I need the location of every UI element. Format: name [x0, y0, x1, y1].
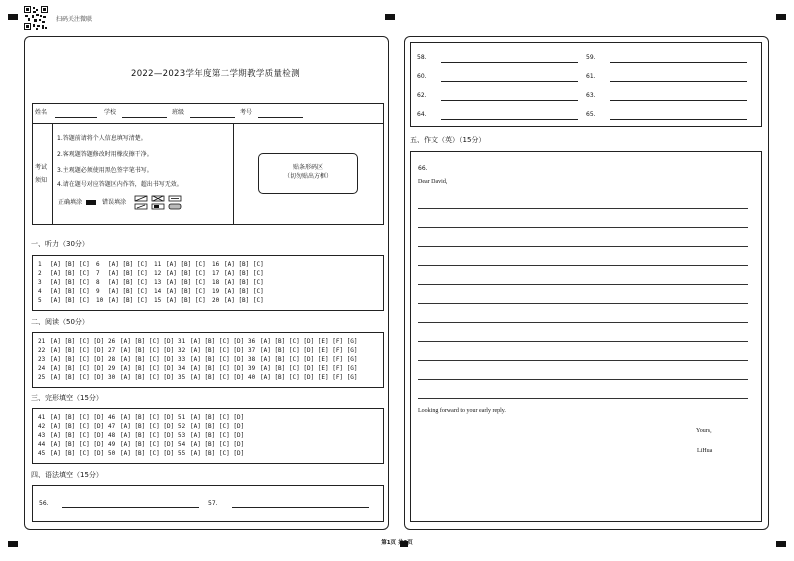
question-number: 24 — [38, 365, 46, 372]
blank-number-56: 56. — [39, 500, 49, 507]
notice-label-b: 须知 — [35, 177, 48, 184]
question-number: 50 — [108, 450, 116, 457]
answer-choices[interactable]: [A] [B] [C] [D] — [50, 347, 105, 354]
essay-signature-name: LiHua — [697, 448, 713, 454]
section-reading-title: 二、阅读（50分） — [31, 318, 89, 326]
question-34[interactable] — [178, 365, 244, 372]
barcode-divider — [233, 123, 234, 225]
question-number: 4 — [38, 288, 42, 295]
question-number: 6 — [96, 261, 100, 268]
question-number: 19 — [212, 288, 220, 295]
question-40[interactable] — [248, 374, 358, 381]
answer-choices[interactable]: [A] [B] [C] — [50, 288, 90, 295]
section-listening-title: 一、听力（30分） — [31, 240, 89, 248]
question-number: 1 — [38, 261, 42, 268]
question-48[interactable] — [108, 432, 174, 439]
question-number: 14 — [154, 288, 162, 295]
question-32[interactable] — [178, 347, 244, 354]
section-grammar-title: 四、语法填空（15分） — [31, 471, 103, 479]
answer-choices[interactable]: [A] [B] [C] [D] — [50, 374, 105, 381]
blank-number: 60. — [417, 73, 427, 80]
question-33[interactable] — [178, 356, 244, 363]
question-number: 28 — [108, 356, 116, 363]
question-number: 30 — [108, 374, 116, 381]
question-number: 13 — [154, 279, 162, 286]
answer-choices[interactable]: [A] [B] [C] — [50, 270, 90, 277]
question-10[interactable] — [96, 297, 148, 304]
question-41[interactable] — [38, 414, 104, 421]
question-37[interactable] — [248, 347, 358, 354]
notice-item-4: 4.请在题号对应答题区内作答，超出书写无效。 — [57, 181, 183, 188]
question-20[interactable] — [212, 297, 264, 304]
question-2[interactable] — [38, 270, 90, 277]
class-label: 班级 — [172, 109, 185, 116]
answer-choices[interactable]: [A] [B] [C] [D] — [50, 338, 105, 345]
answer-choices[interactable]: [A] [B] [C] — [224, 297, 264, 304]
essay-signoff: Yours, — [696, 428, 712, 434]
section-cloze-title: 三、完形填空（15分） — [31, 394, 103, 402]
answer-choices[interactable]: [A] [B] [C] — [166, 288, 206, 295]
blank-number: 59. — [586, 54, 596, 61]
answer-choices[interactable]: [A] [B] [C] [D] [E] [F] [G] — [260, 338, 358, 345]
question-12[interactable] — [154, 270, 206, 277]
question-50[interactable] — [108, 450, 174, 457]
answer-choices[interactable]: [A] [B] [C] [D] — [190, 356, 245, 363]
question-38[interactable] — [248, 356, 358, 363]
question-number: 3 — [38, 279, 42, 286]
question-18[interactable] — [212, 279, 264, 286]
question-number: 21 — [38, 338, 46, 345]
essay-greeting: Dear David, — [418, 179, 448, 185]
question-51[interactable] — [178, 414, 244, 421]
question-number: 15 — [154, 297, 162, 304]
essay-line[interactable] — [418, 246, 748, 247]
essay-line[interactable] — [418, 341, 748, 342]
question-24[interactable] — [38, 365, 104, 372]
question-54[interactable] — [178, 441, 244, 448]
answer-choices[interactable]: [A] [B] [C] [D] — [190, 450, 245, 457]
question-1[interactable] — [38, 261, 90, 268]
answer-choices[interactable]: [A] [B] [C] [D] — [190, 441, 245, 448]
question-42[interactable] — [38, 423, 104, 430]
question-number: 2 — [38, 270, 42, 277]
question-number: 47 — [108, 423, 116, 430]
answer-choices[interactable]: [A] [B] [C] [D] — [50, 432, 105, 439]
answer-choices[interactable]: [A] [B] [C] [D] — [50, 414, 105, 421]
question-number: 45 — [38, 450, 46, 457]
answer-choices[interactable]: [A] [B] [C] [D] — [50, 365, 105, 372]
question-44[interactable] — [38, 441, 104, 448]
question-21[interactable] — [38, 338, 104, 345]
answer-choices[interactable]: [A] [B] [C] [D] — [50, 423, 105, 430]
question-number: 52 — [178, 423, 186, 430]
correct-fill-label: 正确填涂 — [58, 199, 83, 206]
answer-choices[interactable]: [A] [B] [C] — [108, 297, 148, 304]
answer-choices[interactable]: [A] [B] [C] [D] — [190, 365, 245, 372]
blank-line[interactable] — [441, 119, 578, 120]
question-23[interactable] — [38, 356, 104, 363]
question-49[interactable] — [108, 441, 174, 448]
question-35[interactable] — [178, 374, 244, 381]
question-47[interactable] — [108, 423, 174, 430]
answer-choices[interactable]: [A] [B] [C] [D] — [120, 374, 175, 381]
question-5[interactable] — [38, 297, 90, 304]
exam-no-field[interactable] — [258, 117, 303, 118]
answer-choices[interactable]: [A] [B] [C] — [224, 261, 264, 268]
blank-number: 61. — [586, 73, 596, 80]
question-9[interactable] — [96, 288, 148, 295]
question-number: 32 — [178, 347, 186, 354]
question-14[interactable] — [154, 288, 206, 295]
question-53[interactable] — [178, 432, 244, 439]
info-divider — [32, 123, 384, 124]
answer-choices[interactable]: [A] [B] [C] — [50, 261, 90, 268]
barcode-hint: （切勿贴出方框） — [283, 173, 332, 180]
question-number: 36 — [248, 338, 256, 345]
answer-choices[interactable]: [A] [B] [C] — [166, 297, 206, 304]
question-number: 51 — [178, 414, 186, 421]
answer-choices[interactable]: [A] [B] [C] — [50, 279, 90, 286]
question-52[interactable] — [178, 423, 244, 430]
question-number: 16 — [212, 261, 220, 268]
essay-line[interactable] — [418, 284, 748, 285]
answer-choices[interactable]: [A] [B] [C] [D] [E] [F] [G] — [260, 365, 358, 372]
question-number: 27 — [108, 347, 116, 354]
question-27[interactable] — [108, 347, 174, 354]
wrong-fill-samples — [134, 195, 184, 211]
blank-number: 63. — [586, 92, 596, 99]
essay-line[interactable] — [418, 379, 748, 380]
answer-choices[interactable]: [A] [B] [C] [D] [E] [F] [G] — [260, 374, 358, 381]
answer-choices[interactable]: [A] [B] [C] [D] — [190, 338, 245, 345]
essay-writing-lines[interactable] — [418, 200, 748, 410]
notice-label-divider — [52, 123, 53, 225]
question-number: 29 — [108, 365, 116, 372]
name-field[interactable] — [55, 117, 97, 118]
question-number: 7 — [96, 270, 100, 277]
answer-choices[interactable]: [A] [B] [C] [D] — [120, 432, 175, 439]
answer-choices[interactable]: [A] [B] [C] [D] — [190, 414, 245, 421]
question-39[interactable] — [248, 365, 358, 372]
question-28[interactable] — [108, 356, 174, 363]
essay-line[interactable] — [418, 227, 748, 228]
notice-item-1: 1.答题前请将个人信息填写清楚。 — [57, 135, 147, 142]
exam-no-label: 考号 — [240, 109, 253, 116]
answer-choices[interactable]: [A] [B] [C] [D] — [50, 441, 105, 448]
question-3[interactable] — [38, 279, 90, 286]
answer-choices[interactable]: [A] [B] [C] [D] [E] [F] [G] — [260, 347, 358, 354]
question-number: 44 — [38, 441, 46, 448]
question-number: 33 — [178, 356, 186, 363]
answer-choices[interactable]: [A] [B] [C] [D] — [120, 423, 175, 430]
question-17[interactable] — [212, 270, 264, 277]
question-11[interactable] — [154, 261, 206, 268]
question-number: 54 — [178, 441, 186, 448]
answer-choices[interactable]: [A] [B] [C] — [50, 297, 90, 304]
answer-choices[interactable]: [A] [B] [C] — [108, 279, 148, 286]
answer-choices[interactable]: [A] [B] [C] [D] — [120, 414, 175, 421]
question-number: 5 — [38, 297, 42, 304]
sheet-title: 2022—2023学年度第二学期教学质量检测 — [131, 69, 300, 79]
question-36[interactable] — [248, 338, 358, 345]
answer-choices[interactable]: [A] [B] [C] — [108, 270, 148, 277]
question-number: 43 — [38, 432, 46, 439]
question-number: 42 — [38, 423, 46, 430]
answer-choices[interactable]: [A] [B] [C] [D] — [190, 423, 245, 430]
question-7[interactable] — [96, 270, 148, 277]
question-45[interactable] — [38, 450, 104, 457]
question-number: 31 — [178, 338, 186, 345]
answer-choices[interactable]: [A] [B] [C] [D] — [190, 347, 245, 354]
registration-mark-top-right — [776, 14, 786, 20]
barcode-label: 贴条形码区 — [292, 164, 323, 171]
question-number: 48 — [108, 432, 116, 439]
blank-line[interactable] — [610, 62, 747, 63]
registration-mark-mid-top — [385, 14, 395, 20]
question-31[interactable] — [178, 338, 244, 345]
question-number: 20 — [212, 297, 220, 304]
blank-56-line[interactable] — [62, 507, 199, 508]
question-number: 10 — [96, 297, 104, 304]
section-writing-title: 五、作文（英）（15分） — [410, 136, 486, 144]
question-number: 37 — [248, 347, 256, 354]
answer-choices[interactable]: [A] [B] [C] [D] [E] [F] [G] — [260, 356, 358, 363]
blank-number: 58. — [417, 54, 427, 61]
qr-caption: 扫码关注微联 — [56, 16, 93, 23]
blank-number: 65. — [586, 111, 596, 118]
correct-fill-sample — [86, 200, 96, 205]
essay-line[interactable] — [418, 303, 748, 304]
notice-item-3: 3.主观题必须使用黑色签字笔书写。 — [57, 167, 153, 174]
question-number: 55 — [178, 450, 186, 457]
answer-choices[interactable]: [A] [B] [C] [D] — [120, 365, 175, 372]
answer-choices[interactable]: [A] [B] [C] — [166, 270, 206, 277]
answer-choices[interactable]: [A] [B] [C] — [108, 288, 148, 295]
question-46[interactable] — [108, 414, 174, 421]
question-22[interactable] — [38, 347, 104, 354]
answer-choices[interactable]: [A] [B] [C] [D] — [120, 338, 175, 345]
question-6[interactable] — [96, 261, 148, 268]
question-number: 46 — [108, 414, 116, 421]
answer-choices[interactable]: [A] [B] [C] [D] — [120, 450, 175, 457]
registration-mark-top-left — [8, 14, 18, 20]
page-indicator: 第1页 共2页 — [381, 540, 413, 546]
question-number: 11 — [154, 261, 162, 268]
answer-choices[interactable]: [A] [B] [C] [D] — [120, 356, 175, 363]
blank-line[interactable] — [441, 81, 578, 82]
blank-line[interactable] — [441, 100, 578, 101]
blank-number: 64. — [417, 111, 427, 118]
answer-choices[interactable]: [A] [B] [C] — [108, 261, 148, 268]
name-label: 姓名 — [35, 109, 48, 116]
question-number: 35 — [178, 374, 186, 381]
answer-choices[interactable]: [A] [B] [C] [D] — [120, 347, 175, 354]
question-number: 26 — [108, 338, 116, 345]
question-29[interactable] — [108, 365, 174, 372]
question-15[interactable] — [154, 297, 206, 304]
blank-number: 62. — [417, 92, 427, 99]
answer-choices[interactable]: [A] [B] [C] [D] — [50, 450, 105, 457]
question-number: 49 — [108, 441, 116, 448]
essay-line[interactable] — [418, 208, 748, 209]
question-16[interactable] — [212, 261, 264, 268]
answer-choices[interactable]: [A] [B] [C] — [224, 270, 264, 277]
question-number: 41 — [38, 414, 46, 421]
essay-question-number: 66. — [418, 165, 428, 172]
question-26[interactable] — [108, 338, 174, 345]
blank-number-57: 57. — [208, 500, 218, 507]
question-55[interactable] — [178, 450, 244, 457]
question-25[interactable] — [38, 374, 104, 381]
answer-choices[interactable]: [A] [B] [C] — [166, 261, 206, 268]
answer-choices[interactable]: [A] [B] [C] [D] — [120, 441, 175, 448]
essay-line[interactable] — [418, 398, 748, 399]
question-number: 12 — [154, 270, 162, 277]
essay-line[interactable] — [418, 360, 748, 361]
essay-closing: Looking forward to your early reply. — [418, 408, 506, 414]
blank-line[interactable] — [610, 81, 747, 82]
grammar-continued-blanks — [410, 42, 762, 127]
question-8[interactable] — [96, 279, 148, 286]
qr-code-image — [24, 6, 48, 30]
question-13[interactable] — [154, 279, 206, 286]
question-number: 9 — [96, 288, 100, 295]
question-number: 25 — [38, 374, 46, 381]
question-number: 34 — [178, 365, 186, 372]
registration-mark-bottom-right — [776, 541, 786, 547]
blank-57-line[interactable] — [232, 507, 369, 508]
blank-line[interactable] — [441, 62, 578, 63]
essay-line[interactable] — [418, 322, 748, 323]
school-field[interactable] — [122, 117, 167, 118]
question-30[interactable] — [108, 374, 174, 381]
school-label: 学校 — [104, 109, 117, 116]
question-4[interactable] — [38, 288, 90, 295]
wrong-fill-label: 错误填涂 — [102, 199, 127, 206]
question-number: 53 — [178, 432, 186, 439]
question-43[interactable] — [38, 432, 104, 439]
question-number: 17 — [212, 270, 220, 277]
class-field[interactable] — [190, 117, 235, 118]
question-number: 18 — [212, 279, 220, 286]
blank-line[interactable] — [610, 119, 747, 120]
answer-choices[interactable]: [A] [B] [C] [D] — [50, 356, 105, 363]
answer-choices[interactable]: [A] [B] [C] [D] — [190, 374, 245, 381]
blank-line[interactable] — [610, 100, 747, 101]
notice-item-2: 2.客观题答题修改时用橡皮擦干净。 — [57, 151, 153, 158]
notice-label-a: 考试 — [35, 164, 48, 171]
question-number: 38 — [248, 356, 256, 363]
question-number: 23 — [38, 356, 46, 363]
answer-choices[interactable]: [A] [B] [C] — [224, 288, 264, 295]
question-19[interactable] — [212, 288, 264, 295]
question-number: 39 — [248, 365, 256, 372]
question-number: 22 — [38, 347, 46, 354]
essay-line[interactable] — [418, 265, 748, 266]
answer-choices[interactable]: [A] [B] [C] — [166, 279, 206, 286]
question-number: 8 — [96, 279, 100, 286]
question-number: 40 — [248, 374, 256, 381]
answer-choices[interactable]: [A] [B] [C] — [224, 279, 264, 286]
answer-choices[interactable]: [A] [B] [C] [D] — [190, 432, 245, 439]
registration-mark-bottom-left — [8, 541, 18, 547]
